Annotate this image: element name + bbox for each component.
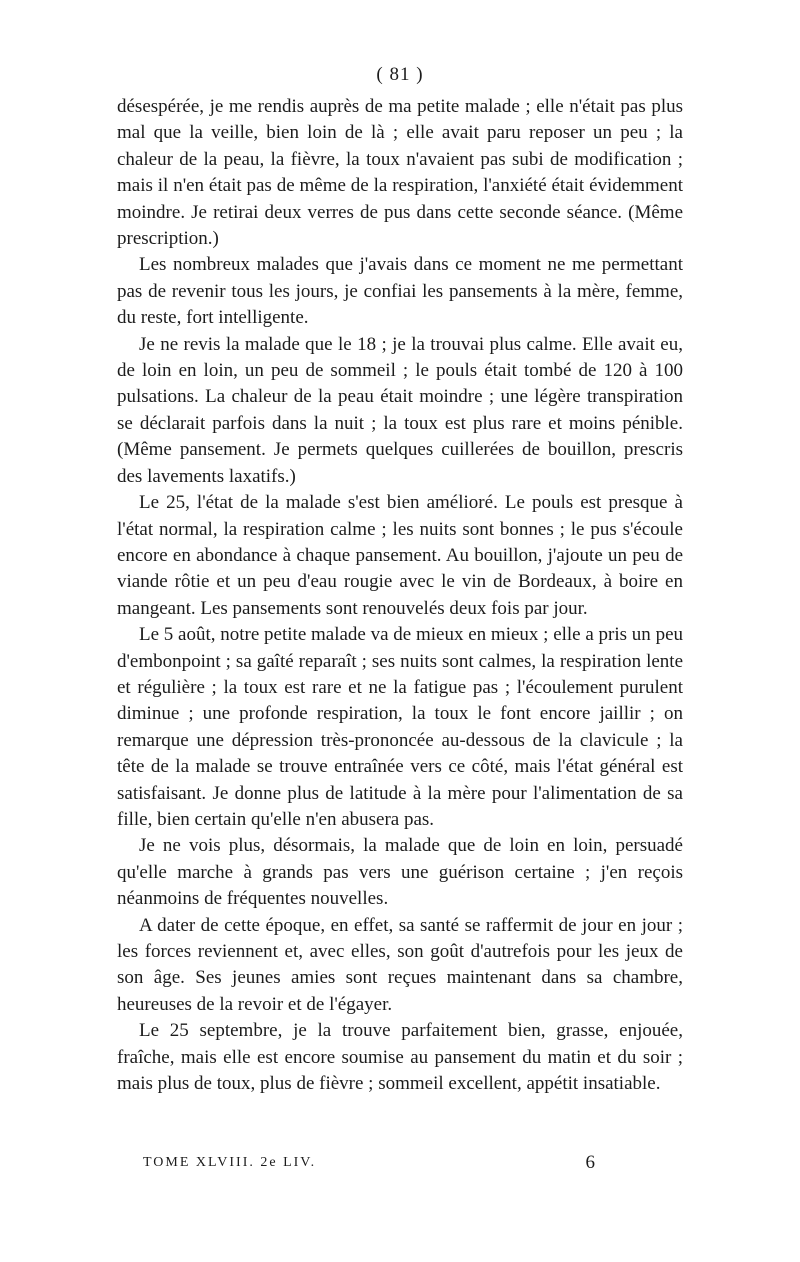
page (117, 62, 683, 1097)
paragraph-8: Le 25 septembre, je la trouve parfaitement bien, grasse, enjouée, fraîche, mais elle est encore soumise au pansement du matin et du soir ; mais plus de toux, plus de fièvre ; sommeil excellent, appétit insatiable. (117, 1020, 683, 1095)
paragraph-7: A dater de cette époque, en effet, sa santé se raffermit de jour en jour ; les forces reviennent et, avec elles, son goût d'autrefois pour les jeux de son âge. Ses jeunes amies sont reçues maintenant dans sa chambre, heureuses de la revoir et de l'égayer. (117, 914, 683, 1015)
paragraph-1: désespérée, je me rendis auprès de ma petite malade ; elle n'était pas plus mal que la veille, bien loin de là ; elle avait paru reposer un peu ; la chaleur de la peau, la fièvre, la toux n'avaient pas subi de modification ; mais il n'en était pas de même de la respiration, l'anxiété était évidemment moindre. Je retirai deux verres de pus dans cette seconde séance. (Même prescription.) (117, 96, 683, 250)
paragraph-5: Le 5 août, notre petite malade va de mieux en mieux ; elle a pris un peu d'embonpoint ; sa gaîté reparaît ; ses nuits sont calmes, la respiration lente et régulière ; la toux est rare et ne la fatigue pas ; l'écoulement purulent diminue ; une profonde respiration, la toux le font encore jaillir ; on remarque une dépression très-prononcée au-dessous de la clavicule ; la tête de la malade se trouve entraînée vers ce côté, mais l'état général est satisfaisant. Je donne plus de latitude à la mère pour l'alimentation de sa fille, bien certain qu'elle n'en abusera pas. (117, 624, 683, 830)
paragraph-2: Les nombreux malades que j'avais dans ce moment ne me permettant pas de revenir tous les jours, je confiai les pansements à la mère, femme, du reste, fort intelligente. (117, 254, 683, 329)
paragraph-3: Je ne revis la malade que le 18 ; je la trouvai plus calme. Elle avait eu, de loin en loin, un peu de sommeil ; le pouls était tombé de 120 à 100 pulsations. La chaleur de la peau était moindre ; une légère transpiration se déclarait parfois dans la nuit ; la toux est plus rare et moins pénible. (Même pansement. Je permets quelques cuillerées de bouillon, prescris des lavements laxatifs.) (117, 333, 683, 487)
page-footer (143, 1152, 595, 1174)
signature-mark: TOME XLVIII. 2e LIV. (143, 1155, 317, 1170)
paragraph-6: Je ne vois plus, désormais, la malade que de loin en loin, persuadé qu'elle marche à grands pas vers une guérison certaine ; j'en reçois néanmoins de fréquentes nouvelles. (117, 835, 683, 910)
paragraph-4: Le 25, l'état de la malade s'est bien amélioré. Le pouls est presque à l'état normal, la respiration calme ; les nuits sont bonnes ; le pus s'écoule encore en abondance à chaque pansement. Au bouillon, j'ajoute un peu de viande rôtie et un peu d'eau rougie avec le vin de Bordeaux, à boire en mangeant. Les pansements sont renouvelés deux fois par jour. (117, 492, 683, 619)
body-text (117, 94, 683, 1097)
page-number: ( 81 ) (376, 64, 424, 85)
gathering-number: 6 (585, 1152, 595, 1173)
